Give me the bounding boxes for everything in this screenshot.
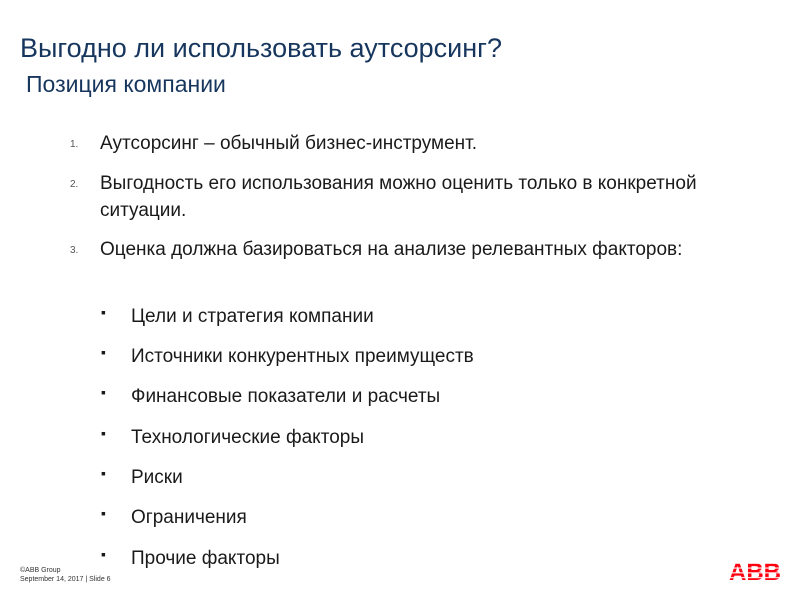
abb-logo-text: ABB — [729, 559, 781, 583]
abb-logo-svg — [724, 559, 786, 583]
footer-copyright: ©ABB Group — [20, 567, 61, 574]
bullet-text: Финансовые показатели и расчеты — [131, 386, 441, 407]
list-number: 1. — [70, 139, 79, 150]
list-item — [70, 130, 700, 157]
list-item-text: Аутсорсинг – обычный бизнес-инструмент. — [100, 133, 478, 154]
bullet-text: Источники конкурентных преимуществ — [131, 346, 474, 367]
bullet-text: Ограничения — [131, 507, 247, 528]
list-item-text: Выгодность его использования можно оценить только в конкретной ситуации. — [100, 173, 697, 221]
list-number: 3. — [70, 245, 79, 256]
bullet-item — [101, 383, 691, 410]
bullet-item — [101, 464, 691, 491]
bullet-item — [101, 545, 691, 572]
square-bullet-icon: ▪ — [101, 465, 106, 481]
bullet-item — [101, 424, 691, 451]
square-bullet-icon: ▪ — [101, 505, 106, 521]
square-bullet-icon: ▪ — [101, 384, 106, 400]
list-item-text: Оценка должна базироваться на анализе релевантных факторов: — [100, 239, 683, 260]
bullet-text: Технологические факторы — [131, 427, 364, 448]
bullet-text: Цели и стратегия компании — [131, 306, 374, 327]
list-number: 2. — [70, 179, 79, 190]
bullet-item — [101, 504, 691, 531]
bullet-text: Риски — [131, 467, 183, 488]
bullet-text: Прочие факторы — [131, 548, 280, 569]
list-item — [70, 236, 700, 263]
bullet-item — [101, 303, 691, 330]
bullet-item — [101, 343, 691, 370]
page-title: Выгодно ли использовать аутсорсинг? — [20, 33, 503, 63]
footer-date-slide: September 14, 2017 | Slide 6 — [20, 576, 111, 583]
footer — [20, 566, 111, 584]
square-bullet-icon: ▪ — [101, 546, 106, 562]
abb-logo-icon — [724, 559, 786, 588]
square-bullet-icon: ▪ — [101, 425, 106, 441]
square-bullet-icon: ▪ — [101, 344, 106, 360]
page-subtitle: Позиция компании — [26, 71, 226, 97]
square-bullet-icon: ▪ — [101, 304, 106, 320]
list-item — [70, 170, 700, 224]
